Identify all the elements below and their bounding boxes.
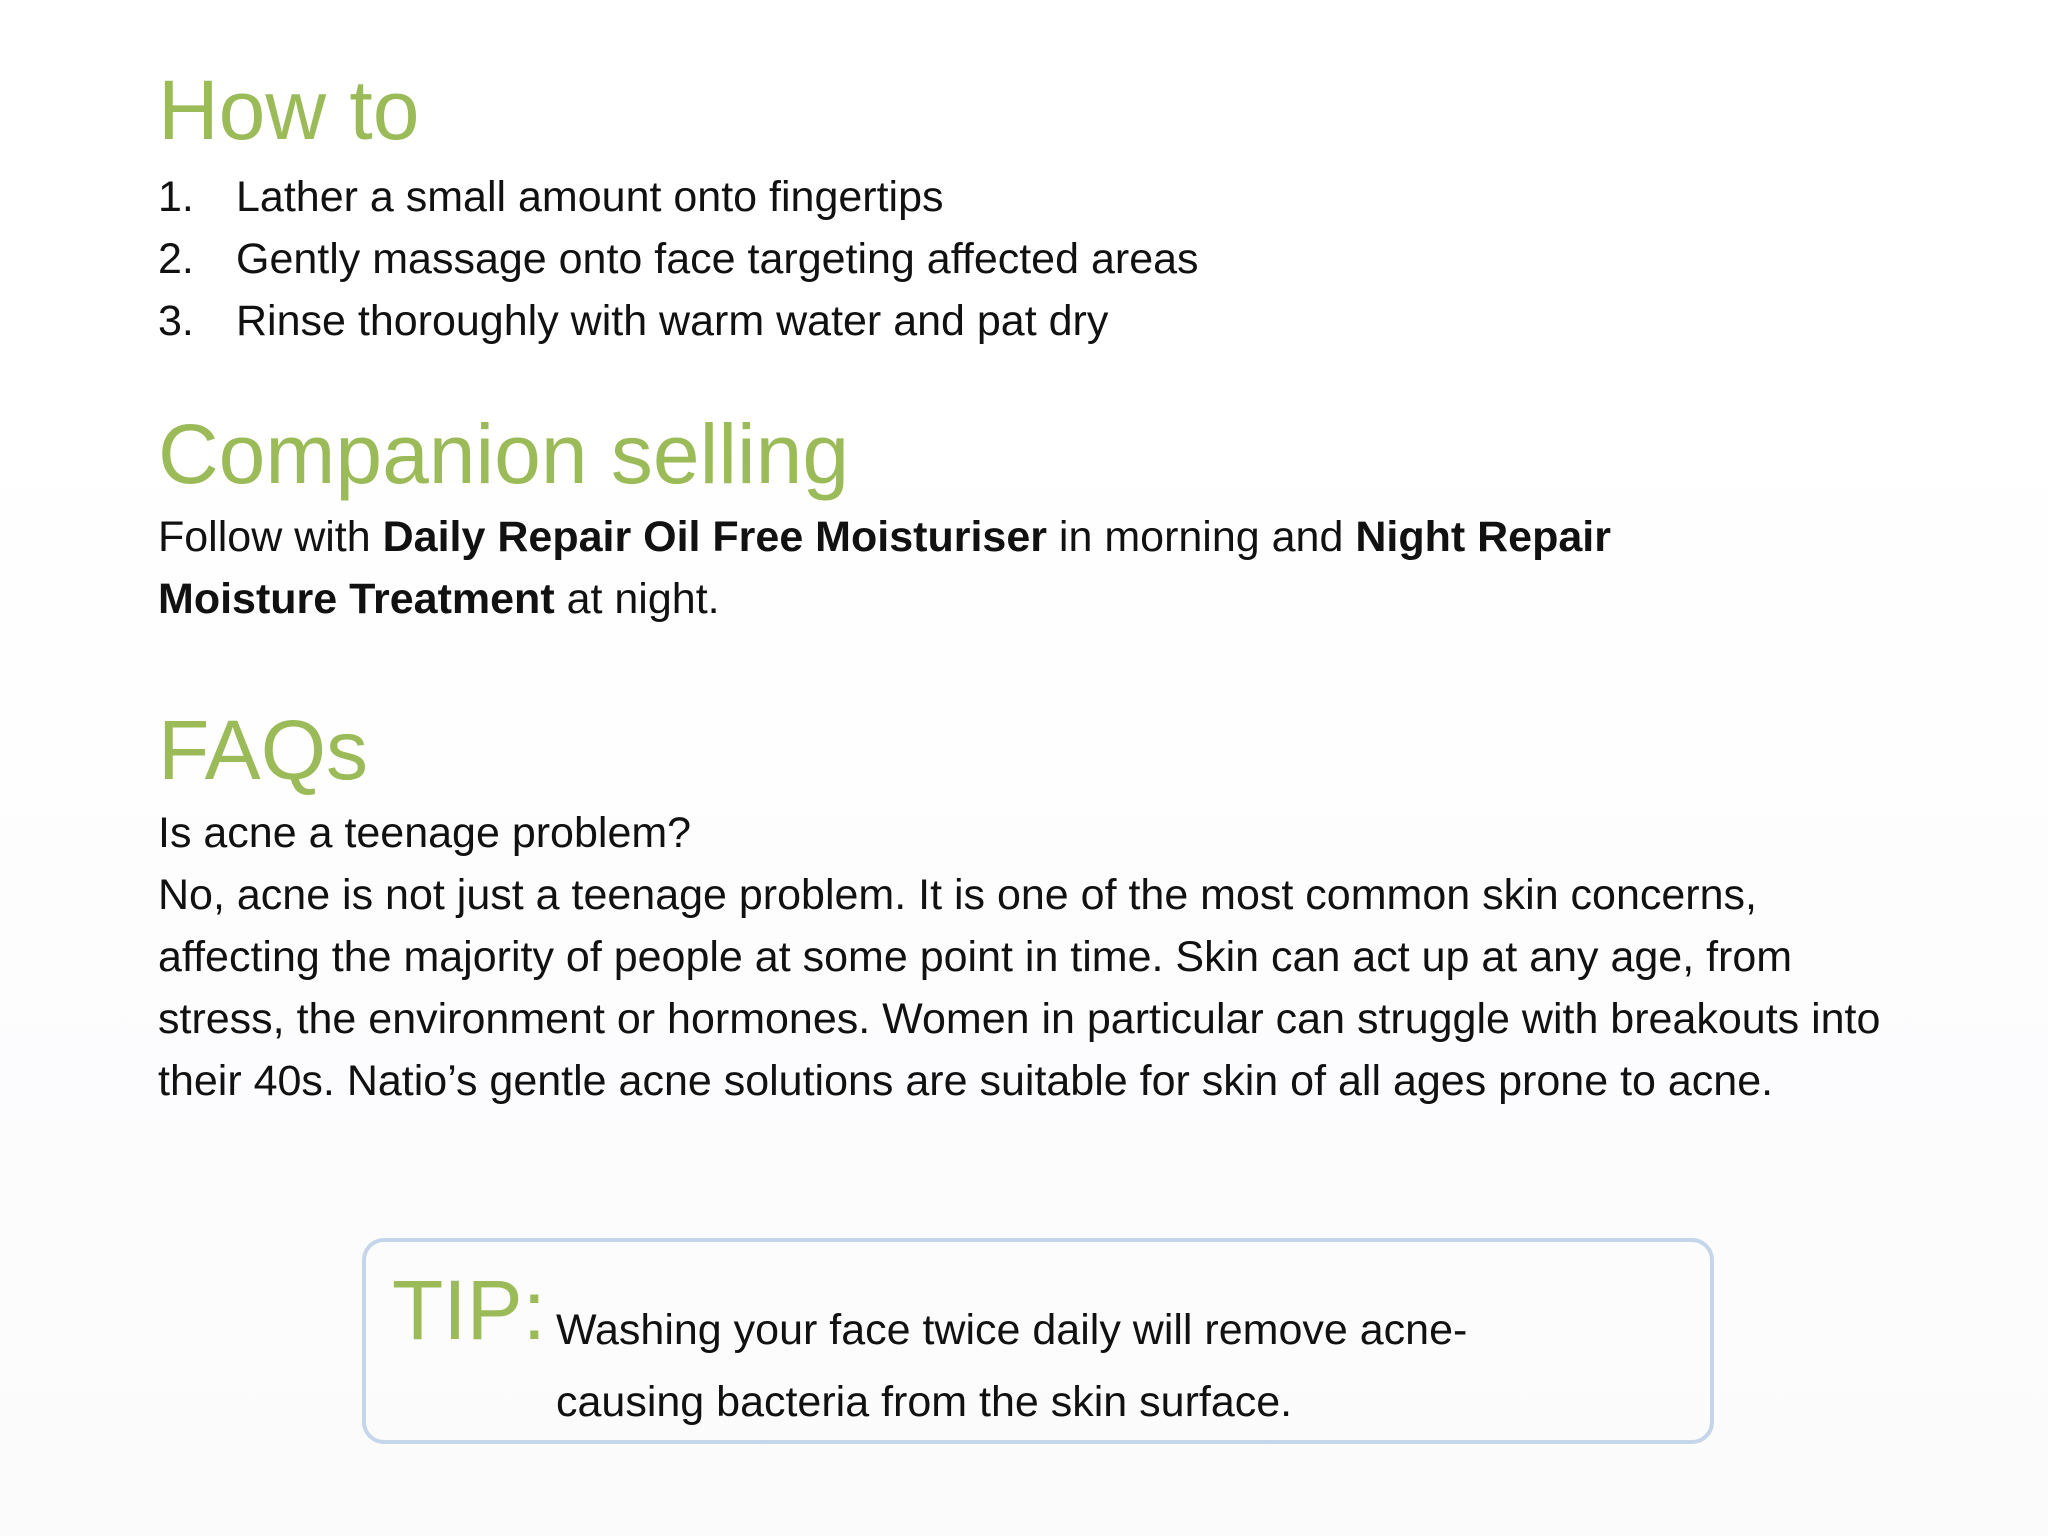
product-name-daily-repair: Daily Repair Oil Free Moisturiser <box>382 513 1047 561</box>
step-number: 1. <box>158 173 194 221</box>
how-to-steps-list <box>158 166 1199 352</box>
faqs-heading: FAQs <box>158 703 369 797</box>
step-3 <box>158 290 1199 352</box>
step-number: 3. <box>158 297 194 345</box>
faq-question: Is acne a teenage problem? <box>158 809 692 857</box>
companion-text-part: in morning and <box>1046 513 1356 561</box>
tip-text-line-2: causing bacteria from the skin surface. <box>556 1378 1293 1426</box>
companion-text-part: Follow with <box>158 513 383 561</box>
faq-answer: No, acne is not just a teenage problem. It is one of the most common skin concerns, affecting the majority of people at some point in time. Skin can act up at any age, from stress, the environment or hormones. Women in particular can struggle with breakouts into their 40s. Natio’s gentle acne solutions are suitable for skin of all ages prone to acne. <box>158 871 1881 1105</box>
step-2 <box>158 228 1199 290</box>
how-to-heading: How to <box>158 63 420 157</box>
step-1 <box>158 166 1199 228</box>
tip-label: TIP: <box>392 1263 547 1357</box>
step-number: 2. <box>158 235 194 283</box>
companion-text-part: at night. <box>554 575 720 623</box>
companion-selling-heading: Companion selling <box>158 407 850 501</box>
step-text: Rinse thoroughly with warm water and pat dry <box>236 297 1109 345</box>
step-text: Lather a small amount onto fingertips <box>236 173 944 221</box>
step-text: Gently massage onto face targeting affected areas <box>236 235 1199 283</box>
tip-text <box>556 1294 1596 1438</box>
product-name-night-repair: Night Repair Moisture Treatment <box>158 513 1611 623</box>
companion-selling-text <box>158 506 1738 630</box>
tip-text-line-1: Washing your face twice daily will remove acne- <box>556 1306 1468 1354</box>
